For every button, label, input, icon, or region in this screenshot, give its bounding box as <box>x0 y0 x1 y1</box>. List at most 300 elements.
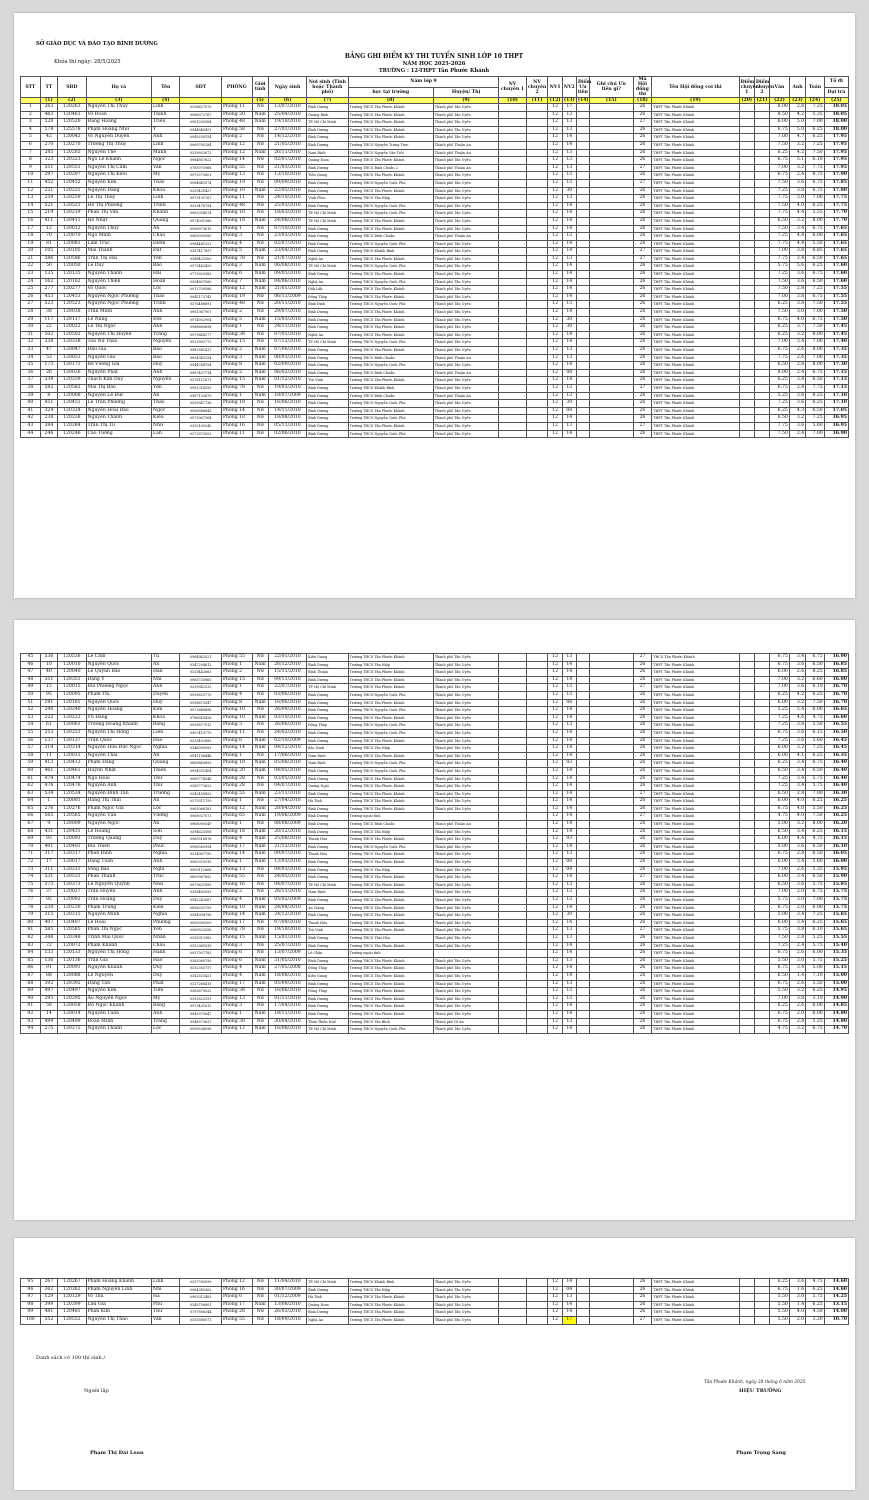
table-cell: 120461 <box>58 767 86 775</box>
table-cell: 6.10 <box>806 684 825 692</box>
table-cell: Phòng 38 <box>221 331 252 339</box>
table-cell: Huỳnh Nhật <box>86 767 152 775</box>
table-cell: 6.50 <box>806 278 825 286</box>
score-table-3 <box>20 1278 849 1325</box>
table-cell <box>754 790 769 798</box>
table-cell <box>754 851 769 859</box>
table-cell: 5.75 <box>806 775 825 783</box>
table-cell: Bình Dương <box>307 866 349 874</box>
col-van: Văn <box>770 77 790 98</box>
table-cell <box>589 195 633 203</box>
table-cell: 13/08/2010 <box>268 1301 306 1309</box>
table-cell: 02/01/2010 <box>268 157 306 165</box>
table-cell: 4.0 <box>789 805 805 813</box>
table-cell <box>739 430 754 438</box>
table-cell <box>589 805 633 813</box>
table-cell: 14 <box>562 767 576 775</box>
table-cell: 31/05/2010 <box>268 957 306 965</box>
table-cell: Thành phố Tân Uyên <box>433 316 499 324</box>
table-cell: 295 <box>40 995 57 1003</box>
table-cell: 297 <box>40 172 57 180</box>
table-cell: 12 <box>548 187 562 195</box>
table-cell: 14 <box>562 240 576 248</box>
table-cell <box>576 957 589 965</box>
table-cell: 12 <box>548 676 562 684</box>
table-cell <box>739 1010 754 1018</box>
table-cell: Thành phố Tân Uyên <box>433 767 499 775</box>
table-cell: 7.25 <box>770 187 790 195</box>
table-cell <box>589 752 633 760</box>
table-cell <box>576 392 589 400</box>
table-cell: 2.8 <box>789 934 805 942</box>
table-cell: 3.2 <box>789 164 805 172</box>
table-cell: 12 <box>548 126 562 134</box>
table-cell: 5.60 <box>806 859 825 867</box>
table-cell: Đắk Lắk <box>307 286 349 294</box>
table-cell: 12 <box>548 897 562 905</box>
table-cell <box>754 278 769 286</box>
table-cell: 04/12/2010 <box>268 745 306 753</box>
table-cell: Vĩnh Phúc <box>307 195 349 203</box>
table-cell: Phòng 1 <box>221 798 252 806</box>
table-cell: Nữ <box>252 301 268 309</box>
table-cell: 3.7 <box>789 324 805 332</box>
table-cell: 26 <box>633 134 652 142</box>
table-cell <box>576 293 589 301</box>
table-cell: 14 <box>562 813 576 821</box>
table-cell: Nam <box>252 760 268 768</box>
table-row <box>21 859 849 867</box>
table-cell <box>526 828 548 836</box>
table-cell: 17.80 <box>824 187 848 195</box>
table-cell: 5.50 <box>770 1316 790 1324</box>
table-cell: 6.50 <box>806 843 825 851</box>
table-cell <box>526 707 548 715</box>
table-cell: Thành phố Tân Uyên <box>433 195 499 203</box>
table-cell: 120015 <box>58 684 86 692</box>
table-cell: Trường THCS Tân Phước Khánh <box>348 1003 433 1011</box>
table-row <box>21 874 849 882</box>
table-cell: THPT Tân Phước Khánh <box>652 661 739 669</box>
table-cell: 5.35 <box>806 111 825 119</box>
table-cell: THPT Tân Phước Khánh <box>652 790 739 798</box>
table-cell: Lê Duy <box>86 263 152 271</box>
preparer-title: Người lập <box>84 1388 109 1394</box>
table-cell: Phòng 4 <box>221 965 252 973</box>
table-cell <box>576 104 589 112</box>
table-cell <box>526 240 548 248</box>
table-cell: 17.15 <box>824 384 848 392</box>
table-cell: Thành phố Tân Uyên <box>433 722 499 730</box>
table-cell <box>576 225 589 233</box>
table-cell: Thành phố Tân Uyên <box>433 684 499 692</box>
table-cell: 81 <box>40 240 57 248</box>
table-cell <box>589 897 633 905</box>
table-cell: 02/07/2010 <box>268 240 306 248</box>
table-cell: Trường THCS Nguyễn Văn Trỗi <box>348 149 433 157</box>
table-cell: THPT Tân Phước Khánh <box>652 669 739 677</box>
table-cell: Trường THCS Bình Chuẩn <box>348 392 433 400</box>
table-cell <box>576 111 589 119</box>
table-cell: 9 <box>21 164 41 172</box>
table-cell: 263 <box>40 104 57 112</box>
table-cell: 26 <box>633 126 652 134</box>
table-cell: Nguyễn Phát <box>86 369 152 377</box>
table-cell: 7.00 <box>770 339 790 347</box>
table-cell: 12 <box>548 1294 562 1302</box>
col-number: (18) <box>633 98 652 104</box>
table-cell: 30 <box>562 400 576 408</box>
table-cell: 7.50 <box>806 324 825 332</box>
table-cell <box>499 783 526 791</box>
table-cell: Nguyễn Thị Kiều <box>86 172 152 180</box>
table-cell: 53 <box>21 714 41 722</box>
table-cell: 20/11/2010 <box>268 301 306 309</box>
table-row <box>21 316 849 324</box>
table-row <box>21 331 849 339</box>
score-rows-3 <box>21 1279 849 1325</box>
col-nv2: NV2 <box>562 77 576 98</box>
table-cell: Thành phố Tân Uyên <box>433 179 499 187</box>
table-cell <box>739 722 754 730</box>
table-cell: 0981318555 <box>180 384 222 392</box>
table-cell: Bình Dương <box>307 813 349 821</box>
table-cell: Bùi Phương Ngọc <box>86 684 152 692</box>
table-cell: Nguyễn Đình Tấn <box>86 790 152 798</box>
table-cell: 12 <box>548 157 562 165</box>
table-cell <box>499 965 526 973</box>
table-cell: 26 <box>633 942 652 950</box>
table-cell: Bùi Thiên <box>86 843 152 851</box>
table-cell: Bình Dương <box>307 347 349 355</box>
table-cell <box>576 828 589 836</box>
table-cell <box>526 316 548 324</box>
table-cell: 120053 <box>58 354 86 362</box>
table-cell: 26 <box>633 859 652 867</box>
table-cell: 17/04/2010 <box>268 1003 306 1011</box>
table-cell: 50 <box>40 263 57 271</box>
table-cell <box>589 783 633 791</box>
table-cell: 77 <box>21 897 41 905</box>
table-cell: Trường THCS Tân Phước Khánh <box>348 316 433 324</box>
table-cell <box>754 210 769 218</box>
table-cell: 120476 <box>58 783 86 791</box>
table-cell: Nam <box>252 737 268 745</box>
table-cell <box>739 805 754 813</box>
table-cell: Trường ngoài tỉnh <box>348 950 433 958</box>
table-cell: 14 <box>562 843 576 851</box>
table-cell: Võ Quốc <box>86 286 152 294</box>
table-cell: 0966572767 <box>180 111 222 119</box>
table-cell <box>576 309 589 317</box>
table-cell <box>526 164 548 172</box>
table-cell <box>589 957 633 965</box>
table-cell: Nhi <box>152 676 180 684</box>
table-cell: 3.4 <box>789 339 805 347</box>
table-cell: THPT Tân Phước Khánh <box>652 377 739 385</box>
table-cell: 15.95 <box>824 866 848 874</box>
table-cell: 6.75 <box>770 347 790 355</box>
table-cell: 6.75 <box>806 271 825 279</box>
table-cell <box>739 767 754 775</box>
table-cell: Lê Trần Phương <box>86 400 152 408</box>
table-cell: Thành phố Tân Uyên <box>433 798 499 806</box>
table-cell: 12 <box>548 392 562 400</box>
table-cell: 0327268419 <box>180 980 222 988</box>
table-cell: Thành phố Tân Uyên <box>433 729 499 737</box>
table-cell: 7.00 <box>770 134 790 142</box>
table-cell: 0942242067 <box>180 897 222 905</box>
table-cell: 120173 <box>58 362 86 370</box>
table-cell <box>526 813 548 821</box>
table-row <box>21 134 849 142</box>
table-row <box>21 760 849 768</box>
table-cell: 13 <box>562 179 576 187</box>
table-cell: Bình Dương <box>307 995 349 1003</box>
table-cell: Bình Dương <box>307 828 349 836</box>
table-cell: 87 <box>21 972 41 980</box>
table-row <box>21 271 849 279</box>
table-cell: 2.8 <box>789 790 805 798</box>
table-cell: 311 <box>40 866 57 874</box>
table-cell: 82 <box>21 934 41 942</box>
table-cell: 40 <box>40 669 57 677</box>
table-cell <box>589 722 633 730</box>
table-cell: 12 <box>548 384 562 392</box>
table-cell <box>754 654 769 662</box>
table-cell <box>589 1279 633 1287</box>
col-stt: STT <box>21 77 41 98</box>
table-cell: Trương Quang <box>86 836 152 844</box>
table-cell: 17.60 <box>824 263 848 271</box>
table-cell: 92 <box>21 1010 41 1018</box>
table-cell: Phòng 12 <box>221 149 252 157</box>
score-rows-1 <box>21 104 849 438</box>
table-cell: Nữ <box>252 324 268 332</box>
table-cell: 0935620770 <box>180 691 222 699</box>
table-cell <box>526 942 548 950</box>
table-row <box>21 400 849 408</box>
table-cell: Nữ <box>252 157 268 165</box>
table-cell <box>499 271 526 279</box>
table-cell: 26 <box>633 149 652 157</box>
table-cell <box>589 369 633 377</box>
table-cell: Nữ <box>252 798 268 806</box>
table-cell: 3.4 <box>789 912 805 920</box>
table-cell: 0937507783 <box>180 950 222 958</box>
table-cell: 14 <box>562 729 576 737</box>
table-cell: 18.00 <box>824 119 848 127</box>
table-cell: 35 <box>21 362 41 370</box>
table-row <box>21 111 849 119</box>
table-cell: Phòng 38 <box>221 988 252 996</box>
table-row <box>21 293 849 301</box>
table-cell: 0376488891 <box>180 301 222 309</box>
table-cell <box>589 240 633 248</box>
table-cell: Nam <box>252 347 268 355</box>
table-cell: 0975575601 <box>180 172 222 180</box>
table-cell: 26 <box>633 347 652 355</box>
table-cell: Nguyễn Thành <box>86 415 152 423</box>
table-cell: 26 <box>633 141 652 149</box>
table-cell: 15/03/2010 <box>268 316 306 324</box>
sheet-page-2 <box>14 620 855 1220</box>
table-cell: 7.00 <box>770 889 790 897</box>
table-cell: 03/10/2010 <box>268 714 306 722</box>
table-cell: 14.80 <box>824 1010 848 1018</box>
table-cell: 0346990993 <box>180 745 222 753</box>
table-cell: 60 <box>21 767 41 775</box>
table-cell: Phòng 4 <box>221 240 252 248</box>
table-cell: THPT Tân Phước Khánh <box>652 904 739 912</box>
table-cell <box>739 897 754 905</box>
table-cell: 120181 <box>58 699 86 707</box>
table-cell: Phòng 12 <box>221 1026 252 1034</box>
table-cell <box>576 384 589 392</box>
table-cell: 5.50 <box>770 988 790 996</box>
table-cell: 7.75 <box>770 195 790 203</box>
table-cell <box>499 752 526 760</box>
table-cell: 26 <box>633 714 652 722</box>
table-cell <box>499 225 526 233</box>
table-cell: 12 <box>548 1018 562 1026</box>
table-cell: 7.50 <box>770 141 790 149</box>
table-cell: 120240 <box>58 707 86 715</box>
table-cell: 0394625308 <box>180 828 222 836</box>
table-cell: Thành phố Tân Uyên <box>433 240 499 248</box>
table-cell: Trường THCS Tân Phước Khánh <box>348 942 433 950</box>
table-cell: 12 <box>548 722 562 730</box>
table-cell: 6.25 <box>806 752 825 760</box>
table-cell: Linh <box>152 195 180 203</box>
table-cell <box>589 111 633 119</box>
table-cell: Thành phố Tân Uyên <box>433 874 499 882</box>
table-cell: Vòng Bảo <box>86 866 152 874</box>
table-cell: Thành phố Tân Uyên <box>433 972 499 980</box>
table-cell: 6.75 <box>770 661 790 669</box>
col-ghi-chu: Ghi chú Ưu tiên gì? <box>589 77 633 98</box>
table-cell: 14 <box>562 309 576 317</box>
table-cell: Lê Nguyễn Quỳnh <box>86 881 152 889</box>
table-cell: 15 <box>21 210 41 218</box>
table-cell <box>576 760 589 768</box>
table-cell <box>739 859 754 867</box>
table-cell: 411 <box>40 217 57 225</box>
table-cell <box>589 202 633 210</box>
table-cell: Nữ <box>252 942 268 950</box>
table-cell: 04/03/2010 <box>268 866 306 874</box>
table-cell <box>576 790 589 798</box>
table-cell: 6.25 <box>770 691 790 699</box>
table-cell <box>576 301 589 309</box>
table-cell: Thành phố Tân Uyên <box>433 400 499 408</box>
table-cell: Trường THCS Tân Hiệp <box>348 745 433 753</box>
table-cell: Nữ <box>252 141 268 149</box>
table-cell: Phòng 17 <box>221 919 252 927</box>
table-cell: Bình Dương <box>307 422 349 430</box>
table-cell: 12 <box>548 760 562 768</box>
table-cell: 3.0 <box>789 309 805 317</box>
table-cell: 0965516876 <box>180 836 222 844</box>
table-cell <box>499 828 526 836</box>
table-cell: Nguyễn Thị Hồng <box>86 729 152 737</box>
table-cell <box>526 255 548 263</box>
table-cell: Quang <box>152 217 180 225</box>
table-cell: 120295 <box>58 995 86 1003</box>
table-cell: 3.0 <box>789 957 805 965</box>
table-cell: Duyên <box>152 691 180 699</box>
table-cell <box>739 661 754 669</box>
table-cell: 29/07/2010 <box>268 309 306 317</box>
table-cell <box>754 1026 769 1034</box>
table-cell: 5.55 <box>806 210 825 218</box>
table-cell: 7.10 <box>806 972 825 980</box>
table-cell: Thành phố Tân Uyên <box>433 225 499 233</box>
table-row <box>21 965 849 973</box>
table-cell: 17.15 <box>824 377 848 385</box>
table-cell <box>499 422 526 430</box>
table-cell: Nữ <box>252 225 268 233</box>
table-cell: Trường THCS Nguyễn Quốc Phú <box>348 760 433 768</box>
table-cell <box>499 661 526 669</box>
table-cell: Trường THCS Tân Phước Khánh <box>348 422 433 430</box>
table-cell: 12 <box>548 210 562 218</box>
table-cell: Nữ <box>252 821 268 829</box>
table-cell: 4.4 <box>789 240 805 248</box>
table-cell <box>589 286 633 294</box>
table-cell <box>739 400 754 408</box>
table-cell: 6.50 <box>770 881 790 889</box>
table-cell: 120117 <box>58 316 86 324</box>
table-cell: 230 <box>40 904 57 912</box>
table-cell: 14 <box>562 669 576 677</box>
col-number: (6) <box>268 98 306 104</box>
table-cell: 7.50 <box>806 149 825 157</box>
table-cell: Phòng 1 <box>221 859 252 867</box>
table-row <box>21 384 849 392</box>
table-cell: 13 <box>562 157 576 165</box>
table-cell: Trường THCS Tân Phước Khánh <box>348 965 433 973</box>
table-cell: Nguyễn <box>152 377 180 385</box>
table-cell: 17.45 <box>824 324 848 332</box>
table-cell: 7.75 <box>770 240 790 248</box>
table-cell: 4.2 <box>789 149 805 157</box>
table-cell: 26 <box>633 225 652 233</box>
table-cell: Hào <box>152 737 180 745</box>
table-row <box>21 1010 849 1018</box>
table-cell: 6.75 <box>770 172 790 180</box>
table-cell: 0962066183 <box>180 805 222 813</box>
table-cell <box>499 737 526 745</box>
table-cell: 78 <box>21 904 41 912</box>
table-cell <box>526 669 548 677</box>
table-cell <box>754 202 769 210</box>
table-cell <box>754 164 769 172</box>
table-row <box>21 309 849 317</box>
table-cell <box>576 210 589 218</box>
table-cell: Phòng 18 <box>221 400 252 408</box>
table-cell: 0964807622 <box>180 157 222 165</box>
table-cell: Trường THCS Bình Chuẩn <box>348 233 433 241</box>
table-cell: 79 <box>21 912 41 920</box>
table-cell <box>526 767 548 775</box>
table-cell: 0365773622 <box>180 783 222 791</box>
table-cell: 6.75 <box>770 1286 790 1294</box>
table-cell: 3.2 <box>789 699 805 707</box>
table-cell: 18/08/2010 <box>268 972 306 980</box>
table-cell <box>589 767 633 775</box>
table-cell: Quảng Nam <box>307 157 349 165</box>
